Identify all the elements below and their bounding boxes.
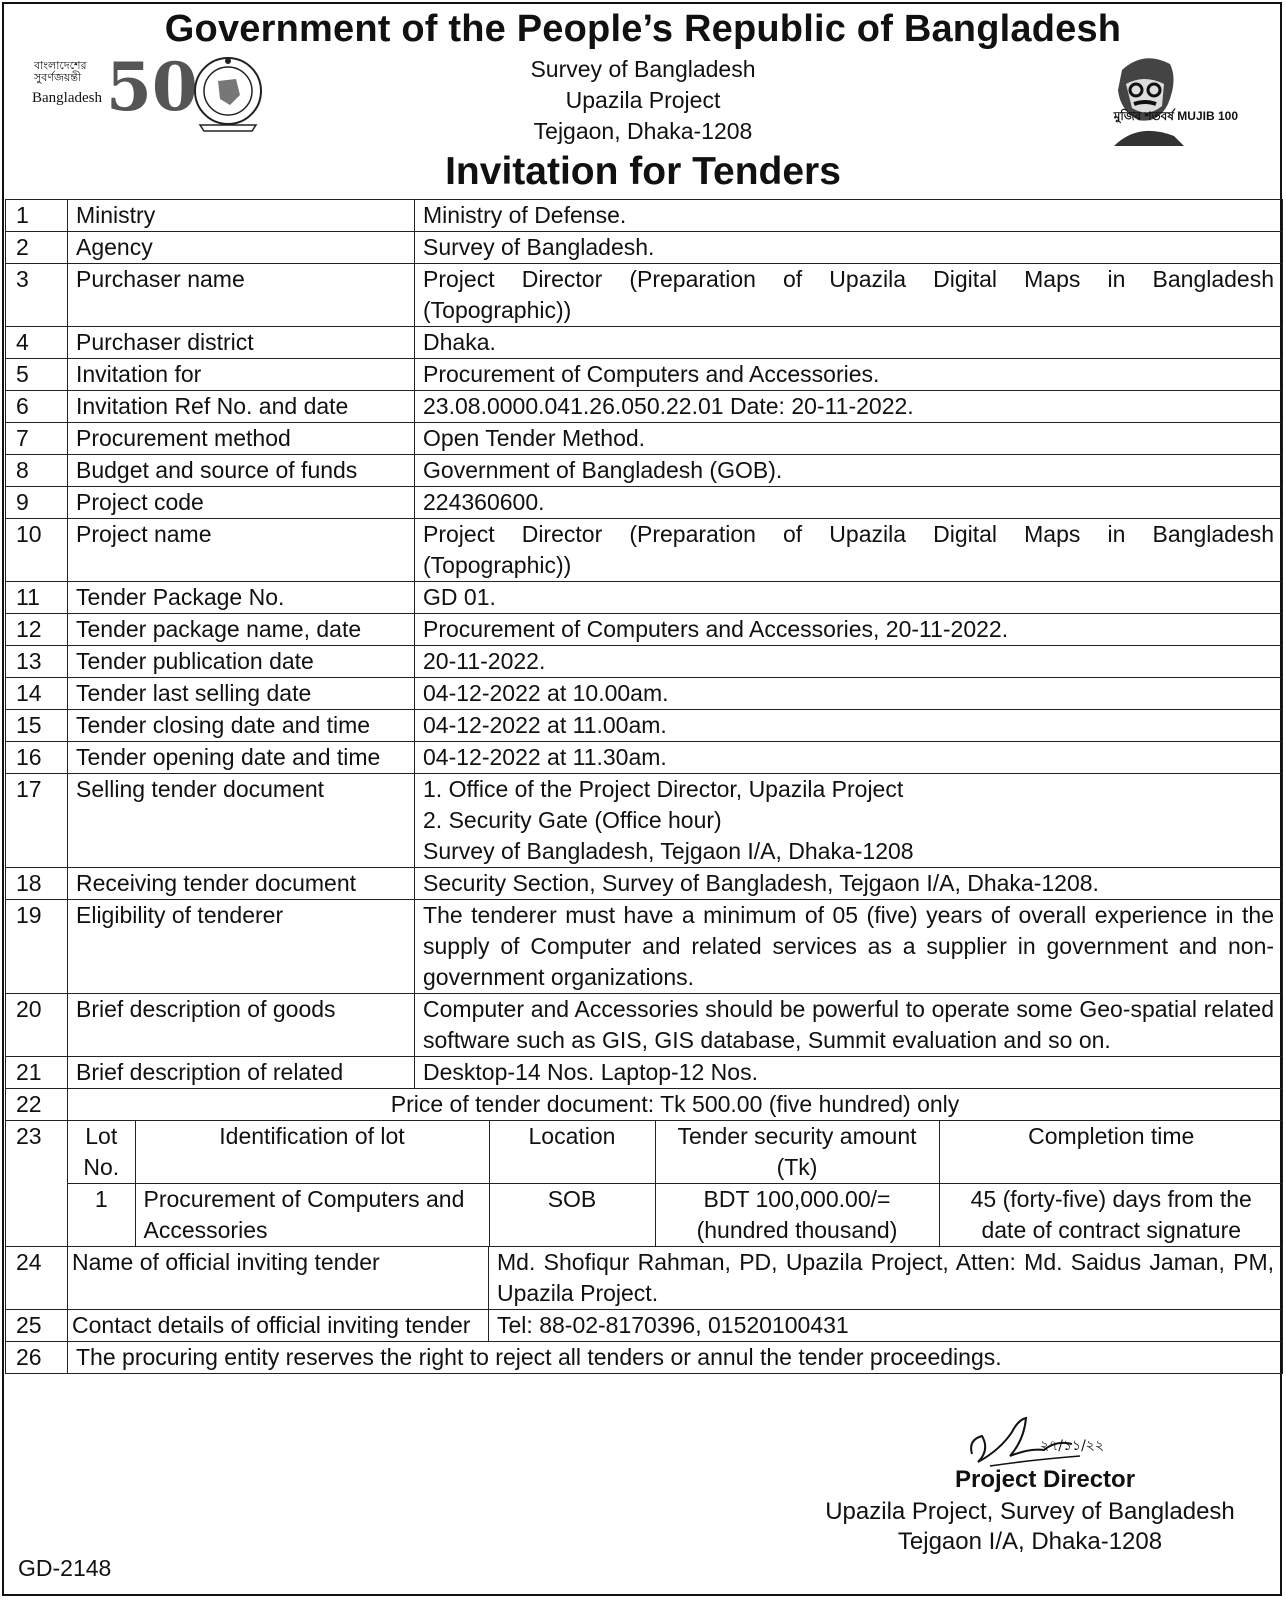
row-value: The tenderer must have a minimum of 05 (five) years of overall experience in the supply of Computer and related services as a supplier in government and non-government organizations. [415,900,1283,994]
row-value [415,519,1283,582]
row-label: Brief description of related [68,1057,415,1089]
row-number: 20 [6,994,68,1057]
row-number: 15 [6,710,68,742]
row-value: Dhaka. [415,327,1283,359]
row-number: 18 [6,868,68,900]
row-label: Receiving tender document [68,868,415,900]
mujib-text: মুজিব শতবর্ষ MUJIB 100 [1113,109,1238,123]
golden-jubilee-logo [30,48,198,138]
row-value: 04-12-2022 at 11.00am. [415,710,1283,742]
row-value-line: (Topographic)) [423,297,572,323]
header-line-2: Upazila Project [565,87,721,113]
lot-cell: 1 [68,1184,135,1247]
row-label: Procurement method [68,423,415,455]
row-value-line: 2. Security Gate (Office hour) [423,807,722,833]
row-value-line: Project Director (Preparation of Upazila Digital Maps in Bangladesh [423,266,1275,292]
row-value: Md. Shofiqur Rahman, PD, Upazila Project, Atten: Md. Saidus Jaman, PM, Upazila Project. [489,1247,1283,1310]
tender-price: Price of tender document: Tk 500.00 (five hundred) only [68,1089,1283,1121]
row-number: 6 [6,391,68,423]
row-number: 12 [6,614,68,646]
row-label: Purchaser district [68,327,415,359]
row-label: Brief description of goods [68,994,415,1057]
row-label: Tender opening date and time [68,742,415,774]
row-value: Ministry of Defense. [415,200,1283,232]
row-label: Tender Package No. [68,582,415,614]
row-number: 19 [6,900,68,994]
row-value-line: 1. Office of the Project Director, Upazila Project [423,776,904,802]
row-number: 17 [6,774,68,868]
row-number: 24 [6,1247,68,1310]
row-value: Security Section, Survey of Bangladesh, Tejgaon I/A, Dhaka-1208. [415,868,1283,900]
row-value: Desktop-14 Nos. Laptop-12 Nos. [415,1057,1283,1089]
row-label: Agency [68,232,415,264]
header-line-1: Survey of Bangladesh [530,56,756,82]
row-label: Eligibility of tenderer [68,900,415,994]
row-label: Invitation for [68,359,415,391]
lot-row [68,1184,1283,1247]
row-label: Budget and source of funds [68,455,415,487]
table-row [6,232,1283,264]
row-label: Ministry [68,200,415,232]
row-value: Procurement of Computers and Accessories, 20-11-2022. [415,614,1283,646]
table-row [6,455,1283,487]
row-label: Project code [68,487,415,519]
table-row [6,519,1283,582]
row-number: 25 [6,1310,68,1342]
table-row [6,200,1283,232]
lot-header: Tender security amount (Tk) [655,1121,939,1184]
row-label: Name of official inviting tender [68,1247,489,1310]
table-row [6,774,1283,868]
table-row [6,900,1283,994]
lot-table-cell [68,1121,1283,1247]
row-number: 1 [6,200,68,232]
row-number: 14 [6,678,68,710]
table-row [6,391,1283,423]
row-number: 7 [6,423,68,455]
row-number: 3 [6,264,68,327]
row-number: 8 [6,455,68,487]
row-value [415,264,1283,327]
table-row [6,264,1283,327]
table-row [6,1057,1283,1089]
table-row [6,1089,1283,1121]
lot-cell: 45 (forty-five) days from the date of contract signature [939,1184,1283,1247]
table-row [6,742,1283,774]
row-value: Survey of Bangladesh. [415,232,1283,264]
row-value: Computer and Accessories should be powerful to operate some Geo-spatial related software such as GIS, GIS database, Summit evaluation and so on. [415,994,1283,1057]
row-number: 23 [6,1121,68,1247]
table-row [6,710,1283,742]
row-number: 9 [6,487,68,519]
signatory-line-1: Upazila Project, Survey of Bangladesh [825,1498,1235,1525]
row-label: Tender publication date [68,646,415,678]
table-row [6,614,1283,646]
row-number: 5 [6,359,68,391]
header [0,0,1286,198]
row-value: 23.08.0000.041.26.050.22.01 Date: 20-11-2022. [415,391,1283,423]
row-value-line: (Topographic)) [423,552,572,578]
row-label: Tender last selling date [68,678,415,710]
table-row [6,678,1283,710]
table-row [6,1342,1283,1374]
logo-fifty: 50 [106,48,198,126]
row-number: 10 [6,519,68,582]
logo-bangladesh-text: Bangladesh [32,90,102,106]
header-line-3: Tejgaon, Dhaka-1208 [533,118,753,144]
row-number: 26 [6,1342,68,1374]
row-value: 224360600. [415,487,1283,519]
lot-table [68,1121,1283,1246]
row-value-line: Survey of Bangladesh, Tejgaon I/A, Dhaka-1208 [423,838,914,864]
lot-header: Location [489,1121,655,1184]
table-row [6,487,1283,519]
row-label: Selling tender document [68,774,415,868]
row-value: 04-12-2022 at 11.30am. [415,742,1283,774]
table-row [6,1247,1283,1310]
table-row [6,1310,1283,1342]
row-value-line: Project Director (Preparation of Upazila Digital Maps in Bangladesh [423,521,1275,547]
row-value: GD 01. [415,582,1283,614]
row-value: The procuring entity reserves the right to reject all tenders or annul the tender proceedings. [68,1342,1283,1374]
row-number: 4 [6,327,68,359]
notice-title: Invitation for Tenders [445,150,841,193]
row-value: Open Tender Method. [415,423,1283,455]
row-value: Procurement of Computers and Accessories. [415,359,1283,391]
lot-header: Lot No. [68,1121,135,1184]
row-value [415,774,1283,868]
government-title: Government of the People’s Republic of Bangladesh [164,8,1122,50]
row-number: 16 [6,742,68,774]
tender-table [5,199,1283,1374]
table-row [6,868,1283,900]
table-row [6,359,1283,391]
gd-code: GD-2148 [18,1555,112,1581]
row-label: Purchaser name [68,264,415,327]
row-number: 22 [6,1089,68,1121]
lot-header-row [68,1121,1283,1184]
mujib-100-logo [1104,50,1244,148]
lot-cell: BDT 100,000.00/= (hundred thousand) [655,1184,939,1247]
row-value: 04-12-2022 at 10.00am. [415,678,1283,710]
lot-cell: SOB [489,1184,655,1247]
row-label: Tender package name, date [68,614,415,646]
row-label: Invitation Ref No. and date [68,391,415,423]
lot-header: Identification of lot [135,1121,489,1184]
row-label: Project name [68,519,415,582]
table-row [6,423,1283,455]
table-row [6,1121,1283,1247]
logo-bangla-text: বাংলাদেশের সুবর্ণজয়ন্তী [34,60,87,84]
row-value: Government of Bangladesh (GOB). [415,455,1283,487]
portrait-icon [1104,50,1244,148]
row-label: Tender closing date and time [68,710,415,742]
lot-cell: Procurement of Computers and Accessories [135,1184,489,1247]
table-row [6,327,1283,359]
row-value: 20-11-2022. [415,646,1283,678]
table-row [6,582,1283,614]
row-value: Tel: 88-02-8170396, 01520100431 [489,1310,1283,1342]
signatory-title: Project Director [954,1466,1136,1493]
row-number: 2 [6,232,68,264]
table-row [6,994,1283,1057]
lot-header: Completion time [939,1121,1283,1184]
row-number: 11 [6,582,68,614]
row-number: 21 [6,1057,68,1089]
table-row [6,646,1283,678]
row-number: 13 [6,646,68,678]
row-label: Contact details of official inviting tender [68,1310,489,1342]
signatory-line-2: Tejgaon I/A, Dhaka-1208 [897,1528,1163,1555]
survey-seal-icon [192,55,264,133]
signature-date: ২৭/১১/২২ [1040,1438,1105,1454]
